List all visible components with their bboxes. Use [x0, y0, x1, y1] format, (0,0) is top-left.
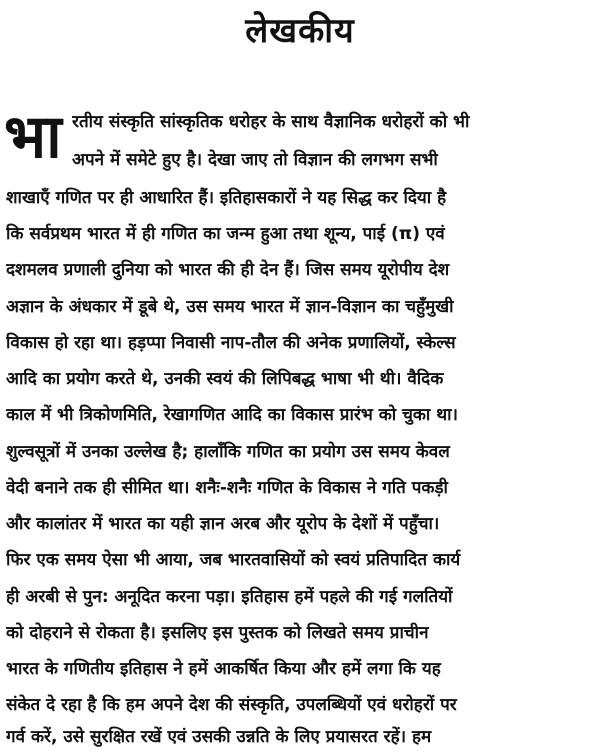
text-line: गर्व करें, उसे सुरक्षित रखें एवं उसकी उन्नति के लिए प्रयासरत रहें। हम	[6, 727, 432, 747]
text-line: भारत के गणितीय इतिहास ने हमें आकर्षित किया और हमें लगा कि यह	[6, 659, 441, 679]
text-line: रतीय संस्कृति सांस्कृतिक धरोहर के साथ वैज्ञानिक धरोहरों को भी	[72, 112, 470, 132]
text-line: आदि का प्रयोग करते थे, उनकी स्वयं की लिपिबद्ध भाषा भी थी। वैदिक	[6, 369, 444, 389]
text-line: काल में भी त्रिकोणमिति, रेखागणित आदि का विकास प्रारंभ को चुका था।	[6, 405, 458, 425]
text-line: दशमलव प्रणाली दुनिया को भारत की ही देन हैं। जिस समय यूरोपीय देश	[6, 260, 450, 280]
text-line: फिर एक समय ऐसा भी आया, जब भारतवासियों को स्वयं प्रतिपादित कार्य	[6, 550, 461, 570]
text-line: संकेत दे रहा है कि हम अपने देश की संस्कृति, उपलब्धियों एवं धरोहरों पर	[6, 695, 457, 715]
text-line: शाखाएँ गणित पर ही आधारित हैं। इतिहासकारों ने यह सिद्ध कर दिया है	[6, 188, 447, 208]
text-line: और कालांतर में भारत का यही ज्ञान अरब और यूरोप के देशों में पहुँचा।	[6, 514, 440, 534]
text-line: ही अरबी से पुन: अनूदित करना पड़ा। इतिहास हमें पहले की गई गलतियों	[6, 587, 453, 607]
text-line: को दोहराने से रोकता है। इसलिए इस पुस्तक को लिखते समय प्राचीन	[6, 623, 429, 643]
text-line: अज्ञान के अंधकार में डूबे थे, उस समय भारत में ज्ञान-विज्ञान का चहुँमुखी	[6, 297, 454, 317]
text-line: कि सर्वप्रथम भारत में ही गणित का जन्म हुआ तथा शून्य, पाई (π) एवं	[6, 224, 445, 244]
text-line: शुल्वसूत्रों में उनका उल्लेख है; हालाँकि गणित का प्रयोग उस समय केवल	[6, 442, 450, 462]
text-line: वेदी बनाने तक ही सीमित था। शनैः-शनैः गणित के विकास ने गति पकड़ी	[6, 478, 448, 498]
text-line: अपने में समेटे हुए है। देखा जाए तो विज्ञान की लगभग सभी	[72, 150, 438, 170]
text-line: विकास हो रहा था। हड़प्पा निवासी नाप-तौल की अनेक प्रणालियों, स्केल्स	[6, 333, 456, 353]
drop-cap: भा	[4, 102, 62, 172]
page-title: लेखकीय	[245, 11, 355, 51]
